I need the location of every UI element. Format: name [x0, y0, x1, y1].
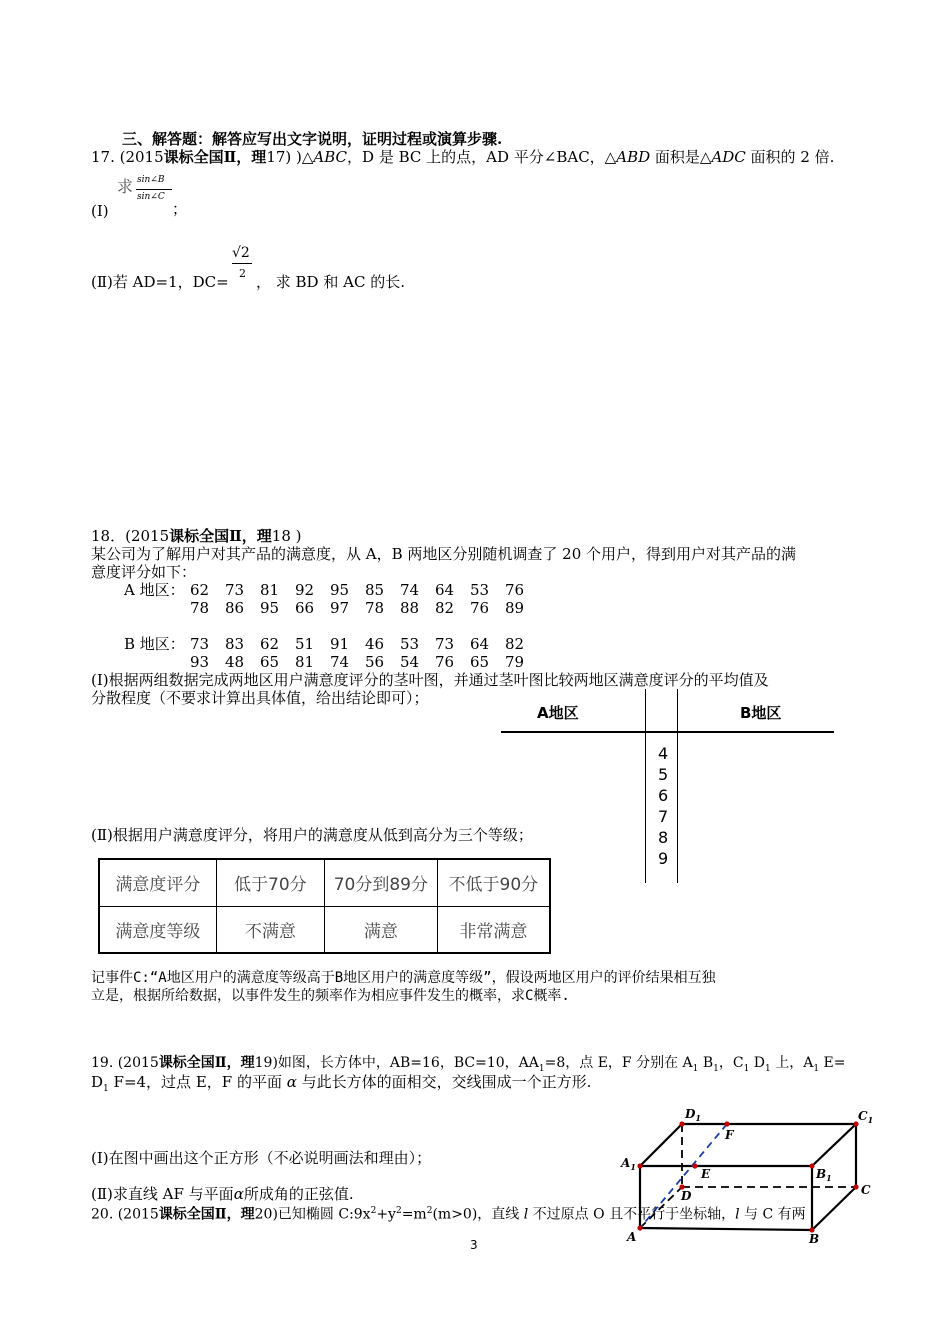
label-d1: $D_1$	[685, 1107, 701, 1123]
edge-b1c1	[812, 1124, 856, 1166]
q18-intro-line1: 某公司为了解用户对其产品的满意度，从 A，B 两地区分别随机调查了 20 个用户，得到用户对其产品的满	[91, 545, 797, 563]
point-a	[637, 1225, 642, 1230]
q17-qiu: 求	[117, 177, 134, 196]
point-d1	[679, 1121, 684, 1126]
section-title: 三、解答题：解答应写出文字说明，证明过程或演算步骤.	[122, 130, 503, 148]
point-f	[724, 1121, 729, 1126]
point-b1	[809, 1163, 814, 1168]
page-number: 3	[470, 1238, 478, 1252]
grade-cell: 不低于90分	[437, 859, 550, 906]
q18-event-line1: 记事件C:“A地区用户的满意度等级高于B地区用户的满意度等级”，假设两地区用户的评价结果相互独	[91, 970, 716, 986]
q17-dc-den: 2	[239, 267, 246, 280]
q18-part1-line2: 分散程度（不要求计算出具体值，给出结论即可）；	[91, 689, 429, 707]
grade-table-row-score	[99, 859, 550, 906]
q17-part2-label: (Ⅱ)若 AD=1，DC=	[91, 273, 229, 291]
stemleaf-a-header: A地区	[537, 704, 579, 722]
q17-part1-end: ；	[172, 200, 188, 218]
q18-a-row2: 78 86 95 66 97 78 88 82 76 89	[190, 599, 525, 617]
label-a: A	[627, 1230, 637, 1244]
grade-cell: 70分到89分	[324, 859, 437, 906]
q17-dc-frac-line	[232, 263, 252, 264]
q18-a-label: A 地区：	[124, 581, 185, 599]
q19-statement-line2: $D_1$ F=4，过点 E，F 的平面 α 与此长方体的面相交，交线围成一个正方形.	[91, 1073, 592, 1094]
label-d: D	[681, 1189, 692, 1203]
stemleaf-header-rule	[501, 731, 834, 733]
edge-a1d1	[640, 1124, 682, 1166]
stem-4: 4	[658, 744, 669, 763]
label-e: E	[701, 1167, 711, 1181]
q17-part2-end: ， 求 BD 和 AC 的长.	[256, 273, 405, 291]
grade-cell: 满意度等级	[99, 906, 216, 953]
label-b: B	[809, 1232, 820, 1245]
stem-8: 8	[658, 828, 669, 847]
stem-5: 5	[658, 765, 669, 784]
q18-b-row2: 93 48 65 81 74 56 54 76 65 79	[190, 653, 525, 671]
q18-part2: (Ⅱ)根据用户满意度评分，将用户的满意度从低到高分为三个等级；	[91, 826, 533, 844]
q18-intro-line2: 意度评分如下：	[91, 563, 197, 581]
grade-cell: 不满意	[216, 906, 324, 953]
q17-statement: 17. (2015课标全国Ⅱ，理17) )△ABC，D 是 BC 上的点，AD 平分∠BAC，△ABD 面积是△ADC 面积的 2 倍.	[91, 148, 835, 166]
q17-sqrt2: √2	[232, 245, 250, 261]
q17-part1-label: (Ⅰ)	[91, 202, 109, 220]
grade-cell: 满意度评分	[99, 859, 216, 906]
q17-frac-denominator: sin∠C	[137, 192, 165, 202]
stem-7: 7	[658, 807, 669, 826]
point-e	[692, 1163, 697, 1168]
q17-frac-line	[136, 189, 172, 190]
q18-part1-line1: (Ⅰ)根据两组数据完成两地区用户满意度评分的茎叶图，并通过茎叶图比较两地区满意度评分的平均值及	[91, 671, 769, 689]
q18-event-line2: 立是，根据所给数据，以事件发生的频率作为相应事件发生的概率，求C概率.	[91, 988, 570, 1004]
stem-6: 6	[658, 786, 669, 805]
stem-9: 9	[658, 849, 669, 868]
label-c: C	[861, 1183, 871, 1197]
q18-a-row1: 62 73 81 92 95 85 74 64 53 76	[190, 581, 525, 599]
q18-heading: 18．(2015课标全国Ⅱ，理18 )	[91, 527, 302, 545]
grade-cell: 满意	[324, 906, 437, 953]
label-a1: $A_1$	[621, 1156, 636, 1172]
stemleaf-left-divider	[645, 689, 646, 883]
q17-frac-numerator: sin∠B	[137, 175, 165, 185]
q18-b-row1: 73 83 62 51 91 46 53 73 64 82	[190, 635, 525, 653]
q19-statement-line1: 19. (2015课标全国Ⅱ，理19)如图，长方体中，AB=16，BC=10，$AA_1=8$，点 E，F 分别在 $A_1$ $B_1$，$C_1$ $D_1$ 上，$A_1$ E=	[91, 1055, 846, 1074]
edge-bc	[812, 1187, 856, 1230]
stemleaf-right-divider	[677, 689, 678, 883]
q20-statement: 20. (2015课标全国Ⅱ，理20)已知椭圆 $C:9x^2+y^2=m^2(m>0)$，直线 l 不过原点 O 且不平行于坐标轴，l 与 C 有两	[91, 1206, 806, 1223]
edge-ab	[640, 1228, 812, 1230]
q19-part2: (Ⅱ)求直线 AF 与平面α所成角的正弦值.	[91, 1185, 354, 1203]
label-c1: $C_1$	[858, 1109, 874, 1125]
grade-table-row-level	[99, 906, 550, 953]
grade-cell: 非常满意	[437, 906, 550, 953]
point-c	[853, 1184, 858, 1189]
label-f: F	[725, 1128, 734, 1142]
grade-table	[98, 858, 551, 954]
label-b1: $B_1$	[816, 1167, 832, 1183]
point-a1	[637, 1163, 642, 1168]
q19-part1: (Ⅰ)在图中画出这个正方形（不必说明画法和理由）；	[91, 1149, 432, 1167]
grade-cell: 低于70分	[216, 859, 324, 906]
stemleaf-b-header: B地区	[740, 704, 782, 722]
q18-b-label: B 地区：	[124, 635, 185, 653]
